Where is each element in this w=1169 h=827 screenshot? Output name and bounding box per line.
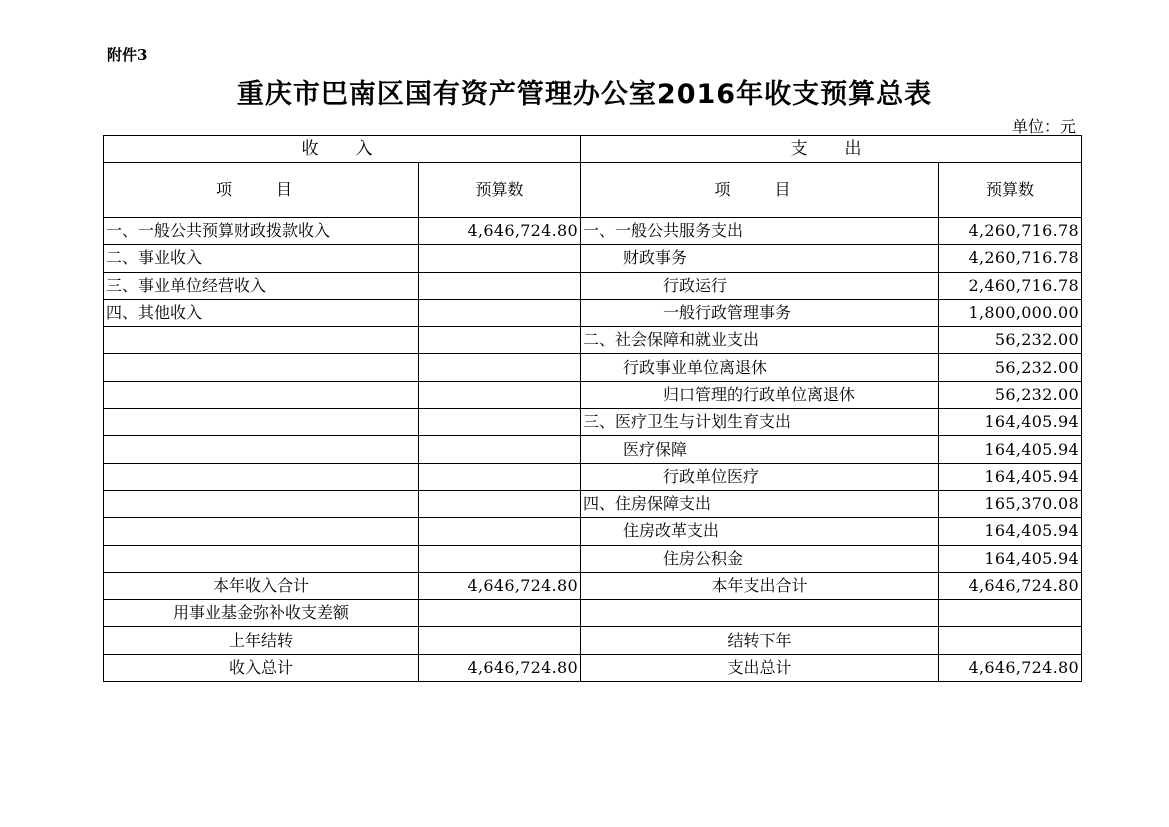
table-row xyxy=(104,327,1082,354)
income-total-label: 用事业基金弥补收支差额 xyxy=(104,600,419,627)
section-header-row xyxy=(104,136,1082,163)
income-item xyxy=(104,327,419,354)
income-amount xyxy=(419,381,581,408)
income-amount xyxy=(419,518,581,545)
expense-amount: 56,232.00 xyxy=(939,327,1082,354)
income-item xyxy=(104,490,419,517)
expense-total-label: 支出总计 xyxy=(581,654,939,681)
table-row xyxy=(104,436,1082,463)
income-amount xyxy=(419,409,581,436)
expense-item: 医疗保障 xyxy=(581,436,939,463)
income-total-label: 上年结转 xyxy=(104,627,419,654)
income-item xyxy=(104,545,419,572)
income-amount xyxy=(419,545,581,572)
income-amount xyxy=(419,463,581,490)
expense-item: 住房公积金 xyxy=(581,545,939,572)
income-amount xyxy=(419,490,581,517)
expense-item: 行政运行 xyxy=(581,272,939,299)
expense-item-header: 项 目 xyxy=(581,163,939,218)
income-item: 二、事业收入 xyxy=(104,245,419,272)
income-item xyxy=(104,463,419,490)
expense-amount: 4,260,716.78 xyxy=(939,218,1082,245)
expense-amount: 164,405.94 xyxy=(939,518,1082,545)
expense-item: 行政事业单位离退休 xyxy=(581,354,939,381)
income-item: 四、其他收入 xyxy=(104,299,419,326)
income-amount xyxy=(419,436,581,463)
income-item xyxy=(104,354,419,381)
expense-amount: 1,800,000.00 xyxy=(939,299,1082,326)
expense-total-amount: 4,646,724.80 xyxy=(939,654,1082,681)
page-title: 重庆市巴南区国有资产管理办公室2016年收支预算总表 xyxy=(236,79,933,110)
expense-item: 归口管理的行政单位离退休 xyxy=(581,381,939,408)
table-row xyxy=(104,272,1082,299)
expense-item: 二、社会保障和就业支出 xyxy=(581,327,939,354)
income-amount xyxy=(419,327,581,354)
expense-amount: 2,460,716.78 xyxy=(939,272,1082,299)
expense-amount: 164,405.94 xyxy=(939,545,1082,572)
income-item xyxy=(104,518,419,545)
income-amount xyxy=(419,272,581,299)
column-header-row xyxy=(104,163,1082,218)
table-row xyxy=(104,354,1082,381)
expense-amount-header: 预算数 xyxy=(939,163,1082,218)
income-total-amount: 4,646,724.80 xyxy=(419,572,581,599)
total-row xyxy=(104,572,1082,599)
total-row xyxy=(104,600,1082,627)
income-item xyxy=(104,409,419,436)
table-row xyxy=(104,218,1082,245)
table-row xyxy=(104,463,1082,490)
expense-total-label: 本年支出合计 xyxy=(581,572,939,599)
expense-amount: 165,370.08 xyxy=(939,490,1082,517)
expense-item: 住房改革支出 xyxy=(581,518,939,545)
income-total-amount: 4,646,724.80 xyxy=(419,654,581,681)
budget-table xyxy=(103,135,1082,682)
expense-item: 行政单位医疗 xyxy=(581,463,939,490)
total-row xyxy=(104,627,1082,654)
expense-section-header: 支 出 xyxy=(581,136,1082,163)
expense-amount: 164,405.94 xyxy=(939,409,1082,436)
expense-amount: 56,232.00 xyxy=(939,354,1082,381)
unit-label: 单位：元 xyxy=(1011,117,1076,136)
expense-item: 四、住房保障支出 xyxy=(581,490,939,517)
total-row xyxy=(104,654,1082,681)
income-item xyxy=(104,436,419,463)
income-item xyxy=(104,381,419,408)
expense-total-label: 结转下年 xyxy=(581,627,939,654)
expense-amount: 164,405.94 xyxy=(939,436,1082,463)
income-total-label: 收入总计 xyxy=(104,654,419,681)
table-row xyxy=(104,409,1082,436)
income-section-header: 收 入 xyxy=(104,136,581,163)
expense-total-amount: 4,646,724.80 xyxy=(939,572,1082,599)
table-row xyxy=(104,381,1082,408)
income-item-header: 项 目 xyxy=(104,163,419,218)
table-row xyxy=(104,518,1082,545)
expense-item: 一般行政管理事务 xyxy=(581,299,939,326)
income-amount xyxy=(419,245,581,272)
expense-total-amount xyxy=(939,600,1082,627)
table-row xyxy=(104,245,1082,272)
income-total-amount xyxy=(419,600,581,627)
income-amount: 4,646,724.80 xyxy=(419,218,581,245)
expense-amount: 4,260,716.78 xyxy=(939,245,1082,272)
income-item: 一、一般公共预算财政拨款收入 xyxy=(104,218,419,245)
expense-total-amount xyxy=(939,627,1082,654)
expense-total-label xyxy=(581,600,939,627)
attachment-label: 附件3 xyxy=(107,46,148,64)
income-total-amount xyxy=(419,627,581,654)
table-row xyxy=(104,299,1082,326)
table-row xyxy=(104,490,1082,517)
table-row xyxy=(104,545,1082,572)
expense-item: 财政事务 xyxy=(581,245,939,272)
expense-item: 一、一般公共服务支出 xyxy=(581,218,939,245)
expense-amount: 56,232.00 xyxy=(939,381,1082,408)
expense-amount: 164,405.94 xyxy=(939,463,1082,490)
income-amount xyxy=(419,299,581,326)
income-total-label: 本年收入合计 xyxy=(104,572,419,599)
income-amount-header: 预算数 xyxy=(419,163,581,218)
expense-item: 三、医疗卫生与计划生育支出 xyxy=(581,409,939,436)
income-amount xyxy=(419,354,581,381)
income-item: 三、事业单位经营收入 xyxy=(104,272,419,299)
